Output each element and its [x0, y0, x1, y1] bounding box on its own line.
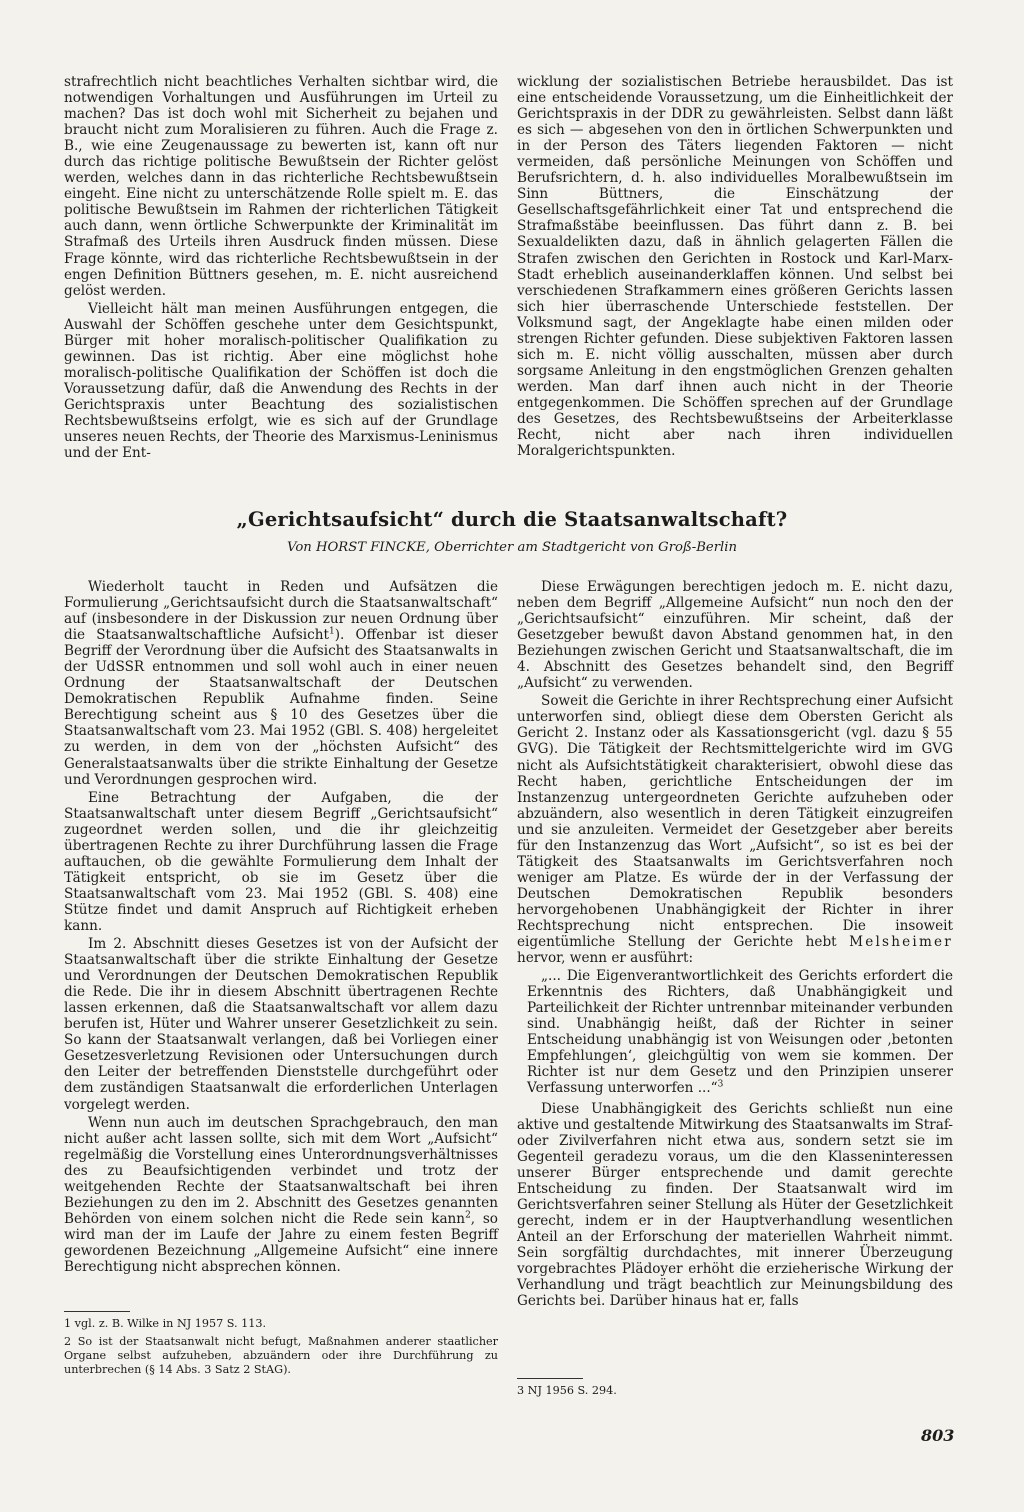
footnote-ref: 2	[465, 1210, 471, 1221]
footnote-divider	[64, 1311, 130, 1312]
top-right-column	[517, 74, 953, 459]
article-left-column	[64, 579, 498, 1275]
footnote: 3 NJ 1956 S. 294.	[517, 1384, 617, 1397]
paragraph: Im 2. Abschnitt dieses Gesetzes ist von der Aufsicht der Staatsanwaltschaft über die strikte Einhaltung der Gesetze und Verordnungen der Deutschen Demokratischen Republik die Rede. Die ihr in diesem Abschnitt übertragenen Rechte lassen erkennen, daß die Staatsanwaltschaft vor allem dazu berufen ist, Hüter und Wahrer unserer Gesetzlichkeit zu sein. So kann der Staatsanwalt verlangen, daß bei Vorliegen einer Gesetzesverletzung Revisionen oder Untersuchungen durch den Leiter der betreffenden Dienststelle durchgeführt oder dem zuständigen Staatsanwalt die erforderlichen Unterlagen vorgelegt werden.	[64, 936, 498, 1113]
top-left-column	[64, 74, 498, 461]
footnote: 2 So ist der Staatsanwalt nicht befugt, Maßnahmen anderer staatlicher Organe selbst aufzuheben, abzuändern oder ihre Durchführung zu unterbrechen (§ 14 Abs. 3 Satz 2 StAG).	[64, 1335, 498, 1376]
paragraph	[517, 693, 953, 966]
block-quote	[517, 968, 953, 1096]
paragraph: Vielleicht hält man meinen Ausführungen entgegen, die Auswahl der Schöffen geschehe unter dem Gesichtspunkt, Bürger mit hoher moralisch-politischer Qualifikation zu gewinnen. Das ist richtig. Aber eine möglichst hohe moralisch-politische Qualifikation der Schöffen ist doch die Voraussetzung dafür, daß die Anwendung des Rechts in der Gerichtspraxis unter Beachtung des sozialistischen Rechtsbewußtseins erfolgt, wie es sich auf der Grundlage unseres neuen Rechts, der Theorie des Marxismus-Leninismus und der Ent-	[64, 300, 498, 462]
paragraph-text: Soweit die Gerichte in ihrer Rechtsprechung einer Aufsicht unterworfen sind, obliegt diese dem Obersten Gericht als Gericht 2. Instanz oder als Kassationsgericht (vgl. dazu § 55 GVG). Die Tätigkeit der Rechtsmittelgerichte wird im GVG nicht als Aufsichtstätigkeit charakterisiert, obwohl diese das Recht haben, gerichtliche Entscheidungen der im Instanzenzug untergeordneten Gerichte aufzuheben oder abzuändern, also wesentlich in deren Tätigkeit einzugreifen und sie anzuleiten. Vermeidet der Gesetzgeber aber bereits für den Instanzenzug das Wort „Aufsicht“, so ist es bei der Tätigkeit des Staatsanwalts im Gerichtsverfahren noch weniger am Platze. Es würde der in der Verfassung der Deutschen Demokratischen Republik besonders hervorgehobenen Unabhängigkeit der Richter in ihrer Rechtsprechung nicht entsprechen. Die insoweit eigentümliche Stellung der Gerichte hebt	[517, 693, 953, 951]
footnote: 1 vgl. z. B. Wilke in NJ 1957 S. 113.	[64, 1317, 267, 1330]
paragraph-text: , so wird man der im Laufe der Jahre zu einem festen Begriff gewordenen Bezeichnung „Allgemeine Aufsicht“ eine innere Berechtigung nicht absprechen können.	[64, 1210, 498, 1275]
footnote-divider	[517, 1378, 583, 1379]
footnote-ref: 3	[717, 1079, 724, 1090]
footnotes-left	[64, 1317, 498, 1377]
article-byline: Von HORST FINCKE, Oberrichter am Stadtgericht von Groß-Berlin	[287, 540, 737, 555]
footnote-ref: 1	[328, 626, 335, 637]
paragraph: Diese Erwägungen berechtigen jedoch m. E. nicht dazu, neben dem Begriff „Allgemeine Aufsicht“ nun noch den der „Gerichtsaufsicht“ einzuführen. Mir scheint, daß der Gesetzgeber bewußt davon Abstand genommen hat, in den Beziehungen zwischen Gericht und Staatsanwaltschaft, die im 4. Abschnitt des Gesetzes behandelt sind, den Begriff „Aufsicht“ zu verwenden.	[517, 579, 953, 692]
article-right-column	[517, 579, 953, 1309]
page-number: 803	[921, 1426, 955, 1445]
footnotes-right	[517, 1384, 953, 1398]
paragraph	[64, 1115, 498, 1275]
paragraph: Eine Betrachtung der Aufgaben, die der Staatsanwaltschaft unter diesem Begriff „Gerichtsaufsicht“ zugeordnet werden sollen, und die ihr gleichzeitig übertragenen Rechte zu ihrer Durchführung lassen die Frage auftauchen, ob die gewählte Formulierung dem Inhalt der Tätigkeit entspricht, ob sie im Gesetz über die Staatsanwaltschaft vom 23. Mai 1952 (GBl. S. 408) eine Stütze findet und damit Anspruch auf Richtigkeit erheben kann.	[64, 789, 498, 934]
quote-text: „... Die Eigenverantwortlichkeit des Gerichts erfordert die Erkenntnis des Richters, daß Unabhängigkeit und Parteilichkeit der Richter untrennbar miteinander verbunden sind. Unabhängig heißt, daß der Richter in seiner Entscheidung unabhängig ist von Weisungen oder ‚betonten Empfehlungen‘, gleichgültig von wem sie kommen. Der Richter ist nur dem Gesetz und den Prinzipien unserer Verfassung unterworfen ...“	[527, 968, 953, 1097]
paragraph	[64, 579, 498, 788]
paragraph: Diese Unabhängigkeit des Gerichts schließt nun eine aktive und gestaltende Mitwirkung des Staatsanwalts im Straf- oder Zivilverfahren nicht etwa aus, sondern setzt sie im Gegenteil geradezu voraus, um die den Klasseninteressen unserer Bürger entsprechende und damit gerechte Entscheidung zu finden. Der Staatsanwalt wird im Gerichtsverfahren seiner Stellung als Hüter der Gesetzlichkeit gerecht, indem er in der Hauptverhandlung wesentlichen Anteil an der Erforschung der materiellen Wahrheit nimmt. Sein sorgfältig durchdachtes, mit innerer Überzeugung vorgebrachtes Plädoyer erhöht die erzieherische Wirkung der Verhandlung und trägt beachtlich zur Meinungsbildung des Gerichts bei. Darüber hinaus hat er, falls	[517, 1100, 953, 1310]
paragraph-text: ). Offenbar ist dieser Begriff der Verordnung über die Aufsicht des Staatsanwalts in der UdSSR entnommen und soll wohl auch in einer neuen Ordnung der Staatsanwaltschaft der Deutschen Demokratischen Republik Aufnahme finden. Seine Berechtigung scheint aus § 10 des Gesetzes über die Staatsanwaltschaft vom 23. Mai 1952 (GBl. S. 408) hergeleitet zu werden, in dem von der „höchsten Aufsicht“ des Generalstaatsanwalts über die strikte Einhaltung der Gesetze und Verordnungen gesprochen wird.	[64, 627, 498, 788]
paragraph: strafrechtlich nicht beachtliches Verhalten sichtbar wird, die notwendigen Vorhaltungen und Ausführungen im Urteil zu machen? Das ist doch wohl mit Sicherheit zu bejahen und braucht nicht zum Moralisieren zu führen. Auch die Frage z. B., wie eine Zeugenaussage zu bewerten ist, kann oft nur durch das richtige politische Bewußtsein der Richter gelöst werden, welches dann in das richterliche Rechtsbewußtsein eingeht. Eine nicht zu unterschätzende Rolle spielt m. E. das politische Bewußtsein im Rahmen der richterlichen Tätigkeit auch dann, wenn örtliche Schwerpunkte der Kriminalität im Strafmaß des Urteils ihren Ausdruck finden müssen. Diese Frage könnte, wird das richterliche Rechtsbewußtsein in der engen Definition Büttners gesehen, m. E. nicht ausreichend gelöst werden.	[64, 74, 498, 299]
article-title: „Gerichtsaufsicht“ durch die Staatsanwaltschaft?	[236, 508, 788, 531]
paragraph-text: hervor, wenn er ausführt:	[517, 950, 694, 967]
paragraph: wicklung der sozialistischen Betriebe herausbildet. Das ist eine entscheidende Voraussetzung, um die Einheitlichkeit der Gerichtspraxis in der DDR zu gewährleisten. Selbst dann läßt es sich — abgesehen von den in örtlichen Schwerpunkten und in der Person des Täters liegenden Faktoren — nicht vermeiden, daß persönliche Meinungen von Schöffen und Berufsrichtern, d. h. also individuelles Moralbewußtsein im Sinn Büttners, die Einschätzung der Gesellschaftsgefährlichkeit einer Tat und entsprechend die Strafmaßstäbe beeinflussen. Das führt dann z. B. bei Sexualdelikten dazu, daß in ähnlich gelagerten Fällen die Strafen zwischen den Gerichten in Rostock und Karl-Marx-Stadt erheblich auseinanderklaffen können. Und selbst bei verschiedenen Strafkammern eines größeren Gerichts lassen sich hier überraschende Unterschiede feststellen. Der Volksmund sagt, der Angeklagte habe einen milden oder strengen Richter gefunden. Diese subjektiven Faktoren lassen sich m. E. nicht völlig ausschalten, müssen aber durch sorgsame Anleitung in den engstmöglichen Grenzen gehalten werden. Man darf ihnen auch nicht in der Theorie entgegenkommen. Die Schöffen sprechen auf der Grundlage des Gesetzes, des Rechtsbewußtseins der Arbeiterklasse Recht, nicht aber nach ihren individuellen Moralgerichtspunkten.	[517, 74, 953, 460]
author-name: Melsheimer	[849, 934, 953, 951]
paragraph-text: Wiederholt taucht in Reden und Aufsätzen die Formulierung „Gerichtsaufsicht durch die Staatsanwaltschaft“ auf (insbesondere in der Diskussion zur neuen Ordnung über die Staatsanwaltschaftliche Aufsicht	[64, 579, 498, 644]
paragraph-text: Wenn nun auch im deutschen Sprachgebrauch, den man nicht außer acht lassen sollte, sich mit dem Wort „Aufsicht“ regelmäßig die Vorstellung eines Unterordnungsverhältnisses des zu Beaufsichtigenden verbindet und trotz der weitgehenden Rechte der Staatsanwaltschaft bei ihren Beziehungen zu den im 2. Abschnitt des Gesetzes genannten Behörden von einem solchen nicht die Rede sein kann	[64, 1114, 498, 1227]
